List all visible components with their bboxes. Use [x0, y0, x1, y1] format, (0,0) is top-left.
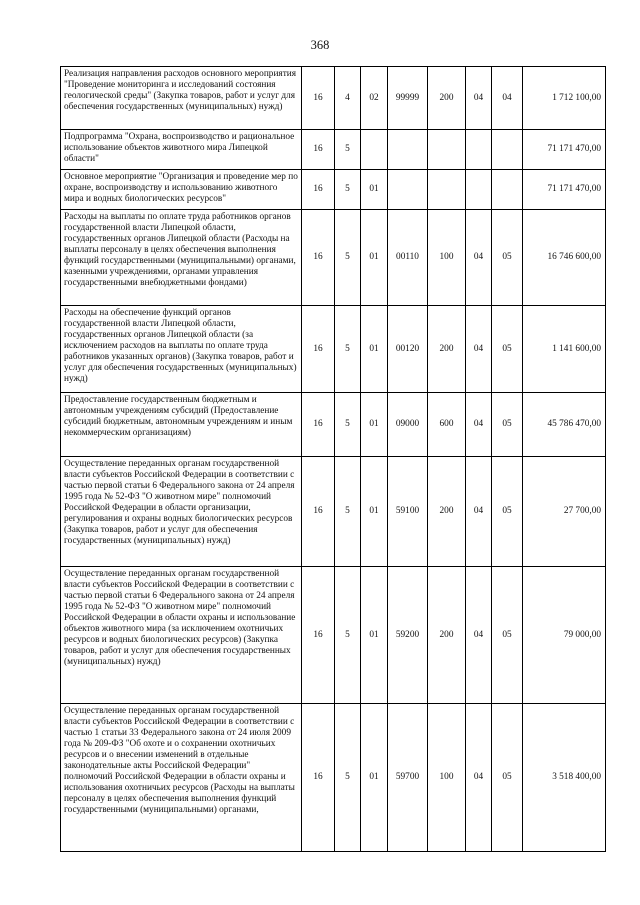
code-program: 5 — [335, 457, 361, 567]
code-program: 5 — [335, 130, 361, 170]
code-section: 04 — [466, 393, 492, 457]
code-direction — [388, 130, 428, 170]
row-description: Подпрограмма "Охрана, воспроизводство и рациональное использование объектов животного мира Липецкой области" — [61, 130, 302, 170]
code-activity: 02 — [361, 67, 388, 130]
table-row — [61, 67, 606, 130]
code-expense-type: 200 — [428, 457, 466, 567]
code-section: 04 — [466, 210, 492, 306]
row-amount: 16 746 600,00 — [523, 210, 606, 306]
code-activity: 01 — [361, 704, 388, 852]
code-ministry: 16 — [302, 393, 335, 457]
code-program: 4 — [335, 67, 361, 130]
budget-table — [60, 66, 606, 852]
row-description: Расходы на выплаты по оплате труда работников органов государственной власти Липецкой области, государственных органов Липецкой области (Расходы на выплаты персоналу в целях обеспечения выполнения функций государственными (муниципальными) органами, казенными учреждениями, органами управления государственными внебюджетными фондами) — [61, 210, 302, 306]
table-row — [61, 567, 606, 704]
row-amount: 71 171 470,00 — [523, 130, 606, 170]
code-direction: 99999 — [388, 67, 428, 130]
code-activity: 01 — [361, 306, 388, 393]
code-program: 5 — [335, 567, 361, 704]
code-program: 5 — [335, 170, 361, 210]
row-description: Осуществление переданных органам государственной власти субъектов Российской Федерации в соответствии с частью 1 статьи 33 Федерального закона от 24 июля 2009 года № 209-ФЗ "Об охоте и о сохранении охотничьих ресурсов и о внесении изменений в отдельные законодательные акты Российской Федерации" полномочий Российской Федерации в области охраны и использования охотничьих ресурсов (Расходы на выплаты персоналу в целях обеспечения выполнения функций государственными (муниципальными) органами, — [61, 704, 302, 852]
row-amount: 1 712 100,00 — [523, 67, 606, 130]
code-program: 5 — [335, 306, 361, 393]
row-description: Осуществление переданных органам государственной власти субъектов Российской Федерации в соответствии с частью первой статьи 6 Федерального закона от 24 апреля 1995 года № 52-ФЗ "О животном мире" полномочий Российской Федерации в области охраны и использование объектов животного мира (за исключением охотничьих ресурсов и водных биологических ресурсов) (Закупка товаров, работ и услуг для обеспечения государственных (муниципальных) нужд) — [61, 567, 302, 704]
code-ministry: 16 — [302, 210, 335, 306]
code-activity: 01 — [361, 210, 388, 306]
row-amount: 1 141 600,00 — [523, 306, 606, 393]
code-activity — [361, 130, 388, 170]
code-direction — [388, 170, 428, 210]
row-amount: 71 171 470,00 — [523, 170, 606, 210]
code-direction: 00110 — [388, 210, 428, 306]
row-amount: 45 786 470,00 — [523, 393, 606, 457]
code-activity: 01 — [361, 457, 388, 567]
code-activity: 01 — [361, 170, 388, 210]
code-subsection: 05 — [492, 567, 523, 704]
code-subsection: 05 — [492, 704, 523, 852]
code-direction: 00120 — [388, 306, 428, 393]
code-subsection: 05 — [492, 457, 523, 567]
table-row — [61, 704, 606, 852]
code-section: 04 — [466, 457, 492, 567]
code-expense-type — [428, 130, 466, 170]
code-activity: 01 — [361, 393, 388, 457]
code-activity: 01 — [361, 567, 388, 704]
code-section — [466, 170, 492, 210]
code-subsection: 05 — [492, 210, 523, 306]
code-ministry: 16 — [302, 170, 335, 210]
table-row — [61, 210, 606, 306]
code-ministry: 16 — [302, 704, 335, 852]
code-program: 5 — [335, 393, 361, 457]
code-section: 04 — [466, 567, 492, 704]
code-expense-type — [428, 170, 466, 210]
code-subsection: 04 — [492, 67, 523, 130]
code-expense-type: 200 — [428, 306, 466, 393]
table-row — [61, 457, 606, 567]
page-number: 368 — [310, 38, 330, 52]
code-expense-type: 600 — [428, 393, 466, 457]
table-row — [61, 170, 606, 210]
code-expense-type: 200 — [428, 567, 466, 704]
code-ministry: 16 — [302, 130, 335, 170]
code-section: 04 — [466, 67, 492, 130]
table-row — [61, 306, 606, 393]
code-subsection — [492, 130, 523, 170]
table-row — [61, 130, 606, 170]
code-section: 04 — [466, 704, 492, 852]
row-amount: 3 518 400,00 — [523, 704, 606, 852]
row-description: Осуществление переданных органам государственной власти субъектов Российской Федерации в соответствии с частью первой статьи 6 Федерального закона от 24 апреля 1995 года № 52-ФЗ "О животном мире" полномочий Российской Федерации в области организации, регулирования и охраны водных биологических ресурсов (Закупка товаров, работ и услуг для обеспечения государственных (муниципальных) нужд) — [61, 457, 302, 567]
code-ministry: 16 — [302, 306, 335, 393]
code-expense-type: 200 — [428, 67, 466, 130]
code-direction: 59700 — [388, 704, 428, 852]
code-direction: 09000 — [388, 393, 428, 457]
code-program: 5 — [335, 210, 361, 306]
code-subsection — [492, 170, 523, 210]
code-section: 04 — [466, 306, 492, 393]
code-ministry: 16 — [302, 67, 335, 130]
code-expense-type: 100 — [428, 704, 466, 852]
code-ministry: 16 — [302, 457, 335, 567]
code-direction: 59100 — [388, 457, 428, 567]
row-description: Расходы на обеспечение функций органов государственной власти Липецкой области, государственных органов Липецкой области (за исключением расходов на выплаты по оплате труда работников указанных органов) (Закупка товаров, работ и услуг для обеспечения государственных (муниципальных) нужд) — [61, 306, 302, 393]
code-subsection: 05 — [492, 393, 523, 457]
code-section — [466, 130, 492, 170]
row-description: Предоставление государственным бюджетным и автономным учреждениям субсидий (Предоставление субсидий бюджетным, автономным учреждениям и иным некоммерческим организациям) — [61, 393, 302, 457]
code-program: 5 — [335, 704, 361, 852]
code-subsection: 05 — [492, 306, 523, 393]
row-amount: 27 700,00 — [523, 457, 606, 567]
row-description: Реализация направления расходов основного мероприятия "Проведение мониторинга и исследований состояния геологической среды" (Закупка товаров, работ и услуг для обеспечения государственных (муниципальных) нужд) — [61, 67, 302, 130]
code-direction: 59200 — [388, 567, 428, 704]
table-row — [61, 393, 606, 457]
code-ministry: 16 — [302, 567, 335, 704]
row-description: Основное мероприятие "Организация и проведение мер по охране, воспроизводству и использованию животного мира и водных биологических ресурсов" — [61, 170, 302, 210]
row-amount: 79 000,00 — [523, 567, 606, 704]
code-expense-type: 100 — [428, 210, 466, 306]
